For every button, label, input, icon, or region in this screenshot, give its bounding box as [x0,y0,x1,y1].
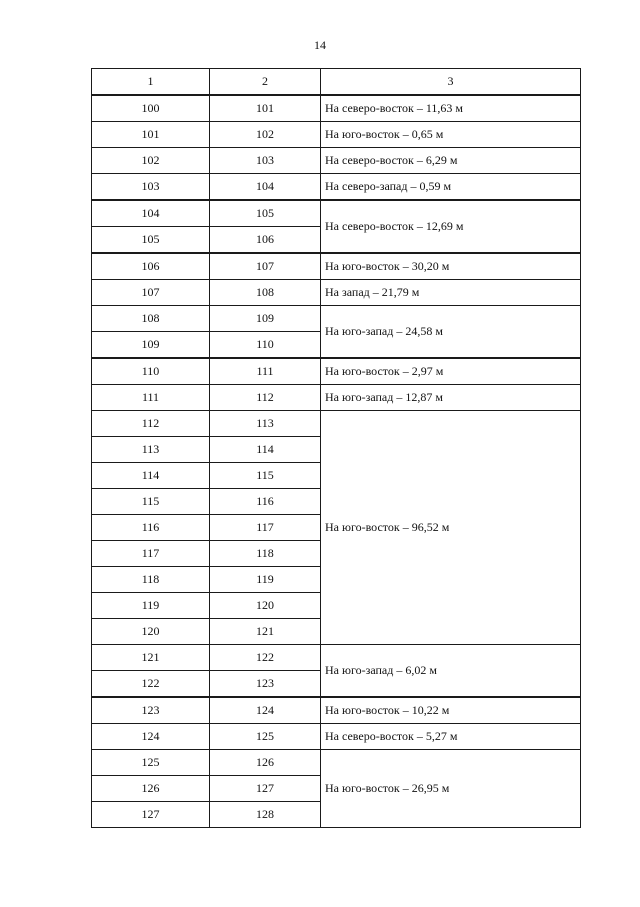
direction-distance: На юго-восток – 96,52 м [321,411,581,645]
table-row [92,385,581,411]
table-row [92,645,581,671]
direction-distance: На северо-запад – 0,59 м [321,174,581,201]
table-row [92,148,581,174]
point-from: 120 [92,619,210,645]
point-from: 121 [92,645,210,671]
direction-distance: На юго-восток – 26,95 м [321,750,581,828]
point-from: 123 [92,697,210,724]
header-col-1: 1 [92,69,210,96]
table-row [92,253,581,280]
point-to: 123 [210,671,321,698]
point-to: 112 [210,385,321,411]
point-to: 117 [210,515,321,541]
point-to: 124 [210,697,321,724]
header-col-3: 3 [321,69,581,96]
table-row [92,122,581,148]
table-row [92,724,581,750]
direction-distance: На северо-восток – 11,63 м [321,95,581,122]
point-from: 112 [92,411,210,437]
point-to: 116 [210,489,321,515]
header-col-2: 2 [210,69,321,96]
direction-distance: На юго-восток – 2,97 м [321,358,581,385]
table-row [92,306,581,332]
point-from: 116 [92,515,210,541]
direction-distance: На северо-восток – 5,27 м [321,724,581,750]
point-to: 120 [210,593,321,619]
point-to: 119 [210,567,321,593]
point-from: 104 [92,200,210,227]
point-to: 101 [210,95,321,122]
point-from: 100 [92,95,210,122]
point-to: 109 [210,306,321,332]
table-header-row [92,69,581,96]
table-row [92,95,581,122]
point-from: 119 [92,593,210,619]
table-row [92,697,581,724]
table-row [92,750,581,776]
point-from: 114 [92,463,210,489]
page-number: 14 [314,38,326,52]
direction-distance: На юго-восток – 0,65 м [321,122,581,148]
point-from: 107 [92,280,210,306]
direction-distance: На юго-запад – 24,58 м [321,306,581,359]
direction-distance: На юго-запад – 6,02 м [321,645,581,698]
point-to: 115 [210,463,321,489]
point-to: 127 [210,776,321,802]
point-to: 125 [210,724,321,750]
point-to: 128 [210,802,321,828]
point-from: 118 [92,567,210,593]
point-to: 103 [210,148,321,174]
point-from: 110 [92,358,210,385]
direction-distance: На юго-восток – 10,22 м [321,697,581,724]
point-from: 124 [92,724,210,750]
point-to: 121 [210,619,321,645]
point-from: 113 [92,437,210,463]
point-from: 111 [92,385,210,411]
point-to: 105 [210,200,321,227]
point-to: 107 [210,253,321,280]
direction-distance: На северо-восток – 6,29 м [321,148,581,174]
point-to: 111 [210,358,321,385]
table-row [92,280,581,306]
point-from: 117 [92,541,210,567]
point-to: 118 [210,541,321,567]
boundary-table [91,68,581,828]
direction-distance: На запад – 21,79 м [321,280,581,306]
point-from: 101 [92,122,210,148]
point-to: 114 [210,437,321,463]
point-to: 102 [210,122,321,148]
table-row [92,358,581,385]
table-row [92,200,581,227]
point-from: 127 [92,802,210,828]
point-from: 126 [92,776,210,802]
point-from: 103 [92,174,210,201]
point-from: 102 [92,148,210,174]
point-to: 110 [210,332,321,359]
point-from: 115 [92,489,210,515]
table-row [92,411,581,437]
point-from: 105 [92,227,210,254]
direction-distance: На северо-восток – 12,69 м [321,200,581,253]
point-from: 122 [92,671,210,698]
point-from: 109 [92,332,210,359]
point-from: 108 [92,306,210,332]
point-to: 122 [210,645,321,671]
point-to: 126 [210,750,321,776]
direction-distance: На юго-восток – 30,20 м [321,253,581,280]
point-to: 104 [210,174,321,201]
point-from: 125 [92,750,210,776]
point-to: 113 [210,411,321,437]
direction-distance: На юго-запад – 12,87 м [321,385,581,411]
table-row [92,174,581,201]
point-from: 106 [92,253,210,280]
point-to: 108 [210,280,321,306]
point-to: 106 [210,227,321,254]
